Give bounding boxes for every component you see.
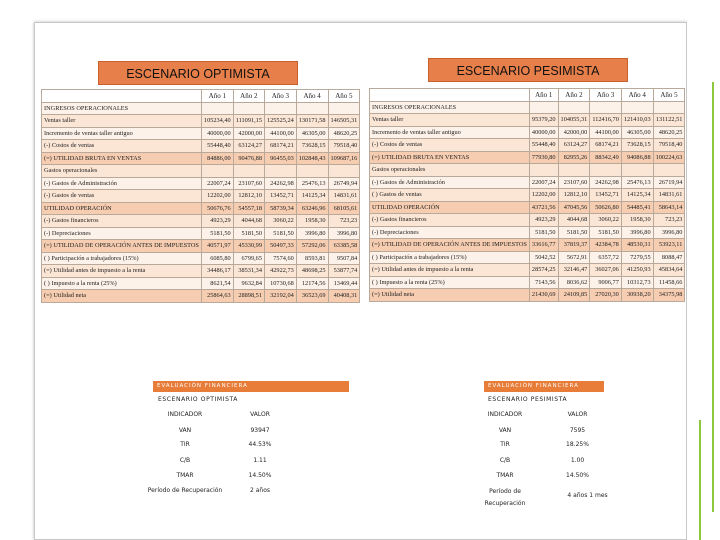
eval-row xyxy=(460,457,605,464)
eval-valor: 14.50% xyxy=(566,472,589,479)
table-row xyxy=(370,201,685,214)
cell-value: 109687,16 xyxy=(328,152,360,165)
column-header-year: Año 4 xyxy=(621,89,653,102)
eval-indicador: TIR xyxy=(180,441,190,448)
cell-value: 4044,68 xyxy=(558,214,590,227)
row-label: (-) Costos de ventas xyxy=(42,140,202,153)
cell-value: 24262,98 xyxy=(590,176,622,189)
cell-value: 46305,00 xyxy=(296,127,328,140)
cell-value: 723,23 xyxy=(653,214,685,227)
eval-valor: 44.53% xyxy=(248,441,272,448)
eval-indicador: VAN xyxy=(498,427,512,434)
cell-value: 130171,58 xyxy=(296,115,328,128)
cell-value: 25476,13 xyxy=(621,176,653,189)
cell-value: 7279,55 xyxy=(621,251,653,264)
cell-value: 27020,30 xyxy=(590,289,622,302)
cell-value: 90476,88 xyxy=(233,152,264,165)
table-row xyxy=(42,102,360,115)
cell-value: 5181,50 xyxy=(529,226,558,239)
eval-valor: 18.25% xyxy=(566,441,589,448)
cell-value: 45834,64 xyxy=(653,264,685,277)
cell-value: 5181,50 xyxy=(558,226,590,239)
row-label: ( ) Impuesto a la renta (25%) xyxy=(42,277,202,290)
cell-value: 55448,40 xyxy=(529,139,558,152)
row-label: Incremento de ventas taller antiguo xyxy=(370,126,530,139)
cell-value: 30938,20 xyxy=(621,289,653,302)
cell-value: 68105,61 xyxy=(328,202,360,215)
row-label: INGRESOS OPERACIONALES xyxy=(42,102,202,115)
row-label: (-) Gastos de Administración xyxy=(42,177,202,190)
cell-value xyxy=(264,165,296,178)
row-label: (=) Utilidad neta xyxy=(42,290,202,303)
col-valor: VALOR xyxy=(567,411,588,418)
row-label: (-) Gastos financieros xyxy=(42,215,202,228)
table-row xyxy=(42,190,360,203)
cell-value: 3060,22 xyxy=(590,214,622,227)
cell-value: 3060,22 xyxy=(264,215,296,228)
eval-row xyxy=(140,441,290,448)
eval-subheading: ESCENARIO PESIMISTA xyxy=(488,396,568,403)
cell-value: 63124,27 xyxy=(558,139,590,152)
cell-value: 36523,69 xyxy=(296,290,328,303)
cell-value: 22007,24 xyxy=(529,176,558,189)
cell-value: 73628,15 xyxy=(621,139,653,152)
cell-value: 22007,24 xyxy=(201,177,233,190)
table-row xyxy=(42,165,360,178)
table-row xyxy=(370,214,685,227)
column-header-year: Año 3 xyxy=(590,89,622,102)
cell-value: 26749,94 xyxy=(328,177,360,190)
cell-value xyxy=(558,101,590,114)
pessimistic-title: ESCENARIO PESIMISTA xyxy=(428,58,628,82)
cell-value xyxy=(590,101,622,114)
cell-value: 23107,60 xyxy=(233,177,264,190)
row-label: Ventas taller xyxy=(370,114,530,127)
row-label: (=) UTILIDAD BRUTA EN VENTAS xyxy=(42,152,202,165)
cell-value: 5042,52 xyxy=(529,251,558,264)
cell-value: 95379,20 xyxy=(529,114,558,127)
cell-value: 8088,47 xyxy=(653,251,685,264)
cell-value: 24109,85 xyxy=(558,289,590,302)
cell-value: 7143,56 xyxy=(529,276,558,289)
column-header-blank xyxy=(370,89,530,102)
eval-valor: 2 años xyxy=(249,487,270,494)
cell-value: 48530,31 xyxy=(621,239,653,252)
table-row xyxy=(42,215,360,228)
cell-value: 9632,84 xyxy=(233,277,264,290)
cell-value: 121410,03 xyxy=(621,114,653,127)
cell-value: 5181,50 xyxy=(264,227,296,240)
cell-value: 47045,56 xyxy=(558,201,590,214)
column-header-year: Año 4 xyxy=(296,90,328,103)
cell-value: 723,23 xyxy=(328,215,360,228)
cell-value: 1958,30 xyxy=(621,214,653,227)
cell-value: 40000,00 xyxy=(201,127,233,140)
row-label: UTILIDAD OPERACIÓN xyxy=(370,201,530,214)
cell-value: 54485,41 xyxy=(621,201,653,214)
row-label: (=) Utilidad neta xyxy=(370,289,530,302)
optimistic-eval-table xyxy=(140,396,350,496)
cell-value: 79518,40 xyxy=(653,139,685,152)
cell-value: 12202,00 xyxy=(201,190,233,203)
cell-value: 4923,29 xyxy=(529,214,558,227)
cell-value xyxy=(529,164,558,177)
cell-value: 131122,51 xyxy=(653,114,685,127)
table-row xyxy=(370,226,685,239)
cell-value: 5181,50 xyxy=(233,227,264,240)
row-label: Gastos operacionales xyxy=(42,165,202,178)
row-label: UTILIDAD OPERACIÓN xyxy=(42,202,202,215)
cell-value: 96455,03 xyxy=(264,152,296,165)
cell-value: 48620,25 xyxy=(328,127,360,140)
cell-value: 23107,60 xyxy=(558,176,590,189)
eval-indicador: TMAR xyxy=(176,472,194,479)
cell-value: 8036,62 xyxy=(558,276,590,289)
cell-value: 5672,91 xyxy=(558,251,590,264)
column-header-year: Año 5 xyxy=(653,89,685,102)
cell-value: 32146,47 xyxy=(558,264,590,277)
row-label: (=) UTILIDAD DE OPERACIÓN ANTES DE IMPUESTOS xyxy=(42,240,202,253)
cell-value: 73628,15 xyxy=(296,140,328,153)
column-header-year: Año 1 xyxy=(201,90,233,103)
eval-indicador: C/B xyxy=(499,457,511,464)
table-row xyxy=(42,240,360,253)
cell-value: 40571,97 xyxy=(201,240,233,253)
cell-value: 41250,93 xyxy=(621,264,653,277)
cell-value: 26719,94 xyxy=(653,176,685,189)
cell-value: 8621,54 xyxy=(201,277,233,290)
cell-value xyxy=(529,101,558,114)
col-indicador: INDICADOR xyxy=(167,411,203,418)
row-label: (-) Gastos de ventas xyxy=(42,190,202,203)
optimistic-income-table xyxy=(41,89,360,303)
cell-value: 84886,00 xyxy=(201,152,233,165)
cell-value xyxy=(558,164,590,177)
cell-value: 58739,34 xyxy=(264,202,296,215)
cell-value xyxy=(590,164,622,177)
cell-value: 38531,34 xyxy=(233,265,264,278)
col-valor: VALOR xyxy=(250,411,270,418)
cell-value xyxy=(296,165,328,178)
cell-value: 50626,80 xyxy=(590,201,622,214)
cell-value xyxy=(201,165,233,178)
cell-value: 28574,25 xyxy=(529,264,558,277)
row-label: Gastos operacionales xyxy=(370,164,530,177)
cell-value: 4044,68 xyxy=(233,215,264,228)
col-indicador: INDICADOR xyxy=(487,411,523,418)
cell-value: 42000,00 xyxy=(233,127,264,140)
table-row xyxy=(42,290,360,303)
table-row xyxy=(42,115,360,128)
cell-value: 10312,73 xyxy=(621,276,653,289)
cell-value: 6799,65 xyxy=(233,252,264,265)
eval-valor: 7595 xyxy=(569,427,586,434)
cell-value: 112416,70 xyxy=(590,114,622,127)
eval-row xyxy=(460,427,605,434)
row-label: (-) Depreciaciones xyxy=(42,227,202,240)
column-header-year: Año 5 xyxy=(328,90,360,103)
cell-value: 68174,21 xyxy=(590,139,622,152)
cell-value xyxy=(653,164,685,177)
cell-value: 6357,72 xyxy=(590,251,622,264)
cell-value: 42922,73 xyxy=(264,265,296,278)
cell-value: 6085,80 xyxy=(201,252,233,265)
cell-value: 77930,80 xyxy=(529,151,558,164)
eval-indicador: VAN xyxy=(178,427,192,434)
cell-value: 14125,34 xyxy=(621,189,653,202)
row-label: Incremento de ventas taller antiguo xyxy=(42,127,202,140)
eval-row xyxy=(140,487,290,494)
cell-value: 88342,49 xyxy=(590,151,622,164)
cell-value: 111091,15 xyxy=(233,115,264,128)
row-label: ( ) Gastos de ventas xyxy=(370,189,530,202)
cell-value: 43721,56 xyxy=(529,201,558,214)
cell-value: 13469,44 xyxy=(328,277,360,290)
cell-value: 68174,21 xyxy=(264,140,296,153)
cell-value: 8593,81 xyxy=(296,252,328,265)
row-label: (-) Depreciaciones xyxy=(370,226,530,239)
cell-value: 37819,37 xyxy=(558,239,590,252)
eval-valor: 93947 xyxy=(250,427,270,434)
table-row xyxy=(42,227,360,240)
table-row xyxy=(42,127,360,140)
eval-indicador: Período de Recuperación xyxy=(147,487,223,494)
cell-value: 11458,66 xyxy=(653,276,685,289)
cell-value: 48620,25 xyxy=(653,126,685,139)
cell-value xyxy=(233,102,264,115)
table-row xyxy=(370,126,685,139)
cell-value: 63124,27 xyxy=(233,140,264,153)
cell-value: 3996,80 xyxy=(653,226,685,239)
table-row xyxy=(42,277,360,290)
eval-row xyxy=(460,472,605,479)
cell-value: 82955,26 xyxy=(558,151,590,164)
cell-value: 125525,24 xyxy=(264,115,296,128)
cell-value: 14125,34 xyxy=(296,190,328,203)
table-row xyxy=(370,264,685,277)
table-row xyxy=(370,151,685,164)
cell-value: 57292,06 xyxy=(296,240,328,253)
table-row xyxy=(42,177,360,190)
eval-indicador: Período de Recuperación xyxy=(484,488,526,507)
table-row xyxy=(42,152,360,165)
cell-value xyxy=(328,102,360,115)
cell-value: 12202,00 xyxy=(529,189,558,202)
cell-value: 42384,78 xyxy=(590,239,622,252)
cell-value: 28898,51 xyxy=(233,290,264,303)
eval-valor: 1.11 xyxy=(253,457,267,464)
table-row xyxy=(42,252,360,265)
cell-value xyxy=(233,165,264,178)
cell-value: 53877,74 xyxy=(328,265,360,278)
cell-value xyxy=(653,101,685,114)
cell-value: 10730,68 xyxy=(264,277,296,290)
table-row xyxy=(42,202,360,215)
eval-subheading-row xyxy=(460,396,600,403)
cell-value: 40408,31 xyxy=(328,290,360,303)
eval-indicador: TMAR xyxy=(496,472,514,479)
row-label: (=) UTILIDAD DE OPERACIÓN ANTES DE IMPUESTOS xyxy=(370,239,530,252)
table-row xyxy=(370,251,685,264)
row-label: ( ) Impuesto a la renta (25%) xyxy=(370,276,530,289)
cell-value: 4923,29 xyxy=(201,215,233,228)
cell-value xyxy=(296,102,328,115)
cell-value: 14831,61 xyxy=(653,189,685,202)
cell-value: 32192,04 xyxy=(264,290,296,303)
cell-value: 104055,31 xyxy=(558,114,590,127)
cell-value xyxy=(621,164,653,177)
cell-value: 58643,14 xyxy=(653,201,685,214)
eval-indicador: C/B xyxy=(179,457,191,464)
cell-value: 94086,88 xyxy=(621,151,653,164)
eval-valor: 4 años 1 mes xyxy=(567,492,608,499)
eval-row xyxy=(460,486,625,510)
eval-row xyxy=(140,472,290,479)
cell-value: 53923,11 xyxy=(653,239,685,252)
cell-value: 12812,10 xyxy=(558,189,590,202)
cell-value: 1958,30 xyxy=(296,215,328,228)
cell-value: 5181,50 xyxy=(590,226,622,239)
cell-value: 3996,80 xyxy=(621,226,653,239)
slide-decoration xyxy=(687,22,720,540)
eval-valor: 14.50% xyxy=(248,472,272,479)
row-label: (-) Costos de ventas xyxy=(370,139,530,152)
cell-value: 63246,96 xyxy=(296,202,328,215)
cell-value: 3996,80 xyxy=(328,227,360,240)
cell-value: 14831,61 xyxy=(328,190,360,203)
table-row xyxy=(370,239,685,252)
cell-value: 21430,69 xyxy=(529,289,558,302)
decorative-line xyxy=(699,420,701,540)
cell-value: 13452,71 xyxy=(264,190,296,203)
table-row xyxy=(370,139,685,152)
eval-subheading: ESCENARIO OPTIMISTA xyxy=(158,396,238,403)
table-row xyxy=(42,265,360,278)
cell-value: 50497,33 xyxy=(264,240,296,253)
row-label: (-) Gastos financieros xyxy=(370,214,530,227)
cell-value: 42000,00 xyxy=(558,126,590,139)
cell-value: 44100,00 xyxy=(264,127,296,140)
cell-value: 9006,77 xyxy=(590,276,622,289)
row-label: ( ) Participación a trabajadores (15%) xyxy=(370,251,530,264)
cell-value: 34375,98 xyxy=(653,289,685,302)
column-header-blank xyxy=(42,90,202,103)
row-label: (=) UTILIDAD BRUTA EN VENTAS xyxy=(370,151,530,164)
cell-value: 5181,50 xyxy=(201,227,233,240)
eval-header-row xyxy=(460,411,605,418)
cell-value: 100224,63 xyxy=(653,151,685,164)
cell-value: 33616,77 xyxy=(529,239,558,252)
cell-value: 63385,58 xyxy=(328,240,360,253)
cell-value: 79518,40 xyxy=(328,140,360,153)
eval-indicador: TIR xyxy=(500,441,510,448)
column-header-year: Año 2 xyxy=(558,89,590,102)
row-label: (=) Utilidad antes de impuesto a la renta xyxy=(370,264,530,277)
cell-value: 13452,71 xyxy=(590,189,622,202)
cell-value: 146505,31 xyxy=(328,115,360,128)
cell-value: 12812,10 xyxy=(233,190,264,203)
optimistic-eval-heading: EVALUACIÓN FINANCIERA xyxy=(153,381,349,392)
eval-row xyxy=(460,441,605,448)
column-header-year: Año 2 xyxy=(233,90,264,103)
row-label: Ventas taller xyxy=(42,115,202,128)
row-label: (=) Utilidad antes de impuesto a la renta xyxy=(42,265,202,278)
optimistic-title: ESCENARIO OPTIMISTA xyxy=(98,61,298,85)
cell-value: 12174,56 xyxy=(296,277,328,290)
cell-value: 54557,18 xyxy=(233,202,264,215)
cell-value: 24262,98 xyxy=(264,177,296,190)
cell-value: 105234,40 xyxy=(201,115,233,128)
cell-value: 45330,99 xyxy=(233,240,264,253)
table-row xyxy=(370,289,685,302)
row-label: ( ) Participación a trabajadores (15%) xyxy=(42,252,202,265)
eval-row xyxy=(140,457,290,464)
pessimistic-income-table xyxy=(369,88,685,302)
cell-value: 25476,13 xyxy=(296,177,328,190)
cell-value: 25864,63 xyxy=(201,290,233,303)
table-row xyxy=(42,140,360,153)
cell-value: 55448,40 xyxy=(201,140,233,153)
cell-value: 50676,76 xyxy=(201,202,233,215)
eval-valor: 1.00 xyxy=(570,457,585,464)
table-row xyxy=(370,114,685,127)
cell-value xyxy=(264,102,296,115)
table-row xyxy=(370,189,685,202)
table-row xyxy=(370,276,685,289)
eval-header-row xyxy=(140,411,290,418)
table-row xyxy=(370,176,685,189)
row-label: (-) Gastos de Administración xyxy=(370,176,530,189)
eval-row xyxy=(140,427,290,434)
cell-value: 7574,60 xyxy=(264,252,296,265)
cell-value: 9507,84 xyxy=(328,252,360,265)
row-label: INGRESOS OPERACIONALES xyxy=(370,101,530,114)
cell-value: 102848,43 xyxy=(296,152,328,165)
cell-value xyxy=(328,165,360,178)
cell-value xyxy=(621,101,653,114)
cell-value: 36027,06 xyxy=(590,264,622,277)
cell-value xyxy=(201,102,233,115)
cell-value: 3996,80 xyxy=(296,227,328,240)
cell-value: 44100,00 xyxy=(590,126,622,139)
column-header-year: Año 1 xyxy=(529,89,558,102)
cell-value: 46305,00 xyxy=(621,126,653,139)
column-header-year: Año 3 xyxy=(264,90,296,103)
table-row xyxy=(370,164,685,177)
cell-value: 48698,25 xyxy=(296,265,328,278)
pessimistic-eval-table xyxy=(460,396,630,511)
eval-subheading-row xyxy=(140,396,280,403)
decorative-line xyxy=(712,82,714,512)
table-row xyxy=(370,101,685,114)
cell-value: 40000,00 xyxy=(529,126,558,139)
cell-value: 34486,17 xyxy=(201,265,233,278)
pessimistic-eval-heading: EVALUACIÓN FINANCIERA xyxy=(484,381,604,392)
